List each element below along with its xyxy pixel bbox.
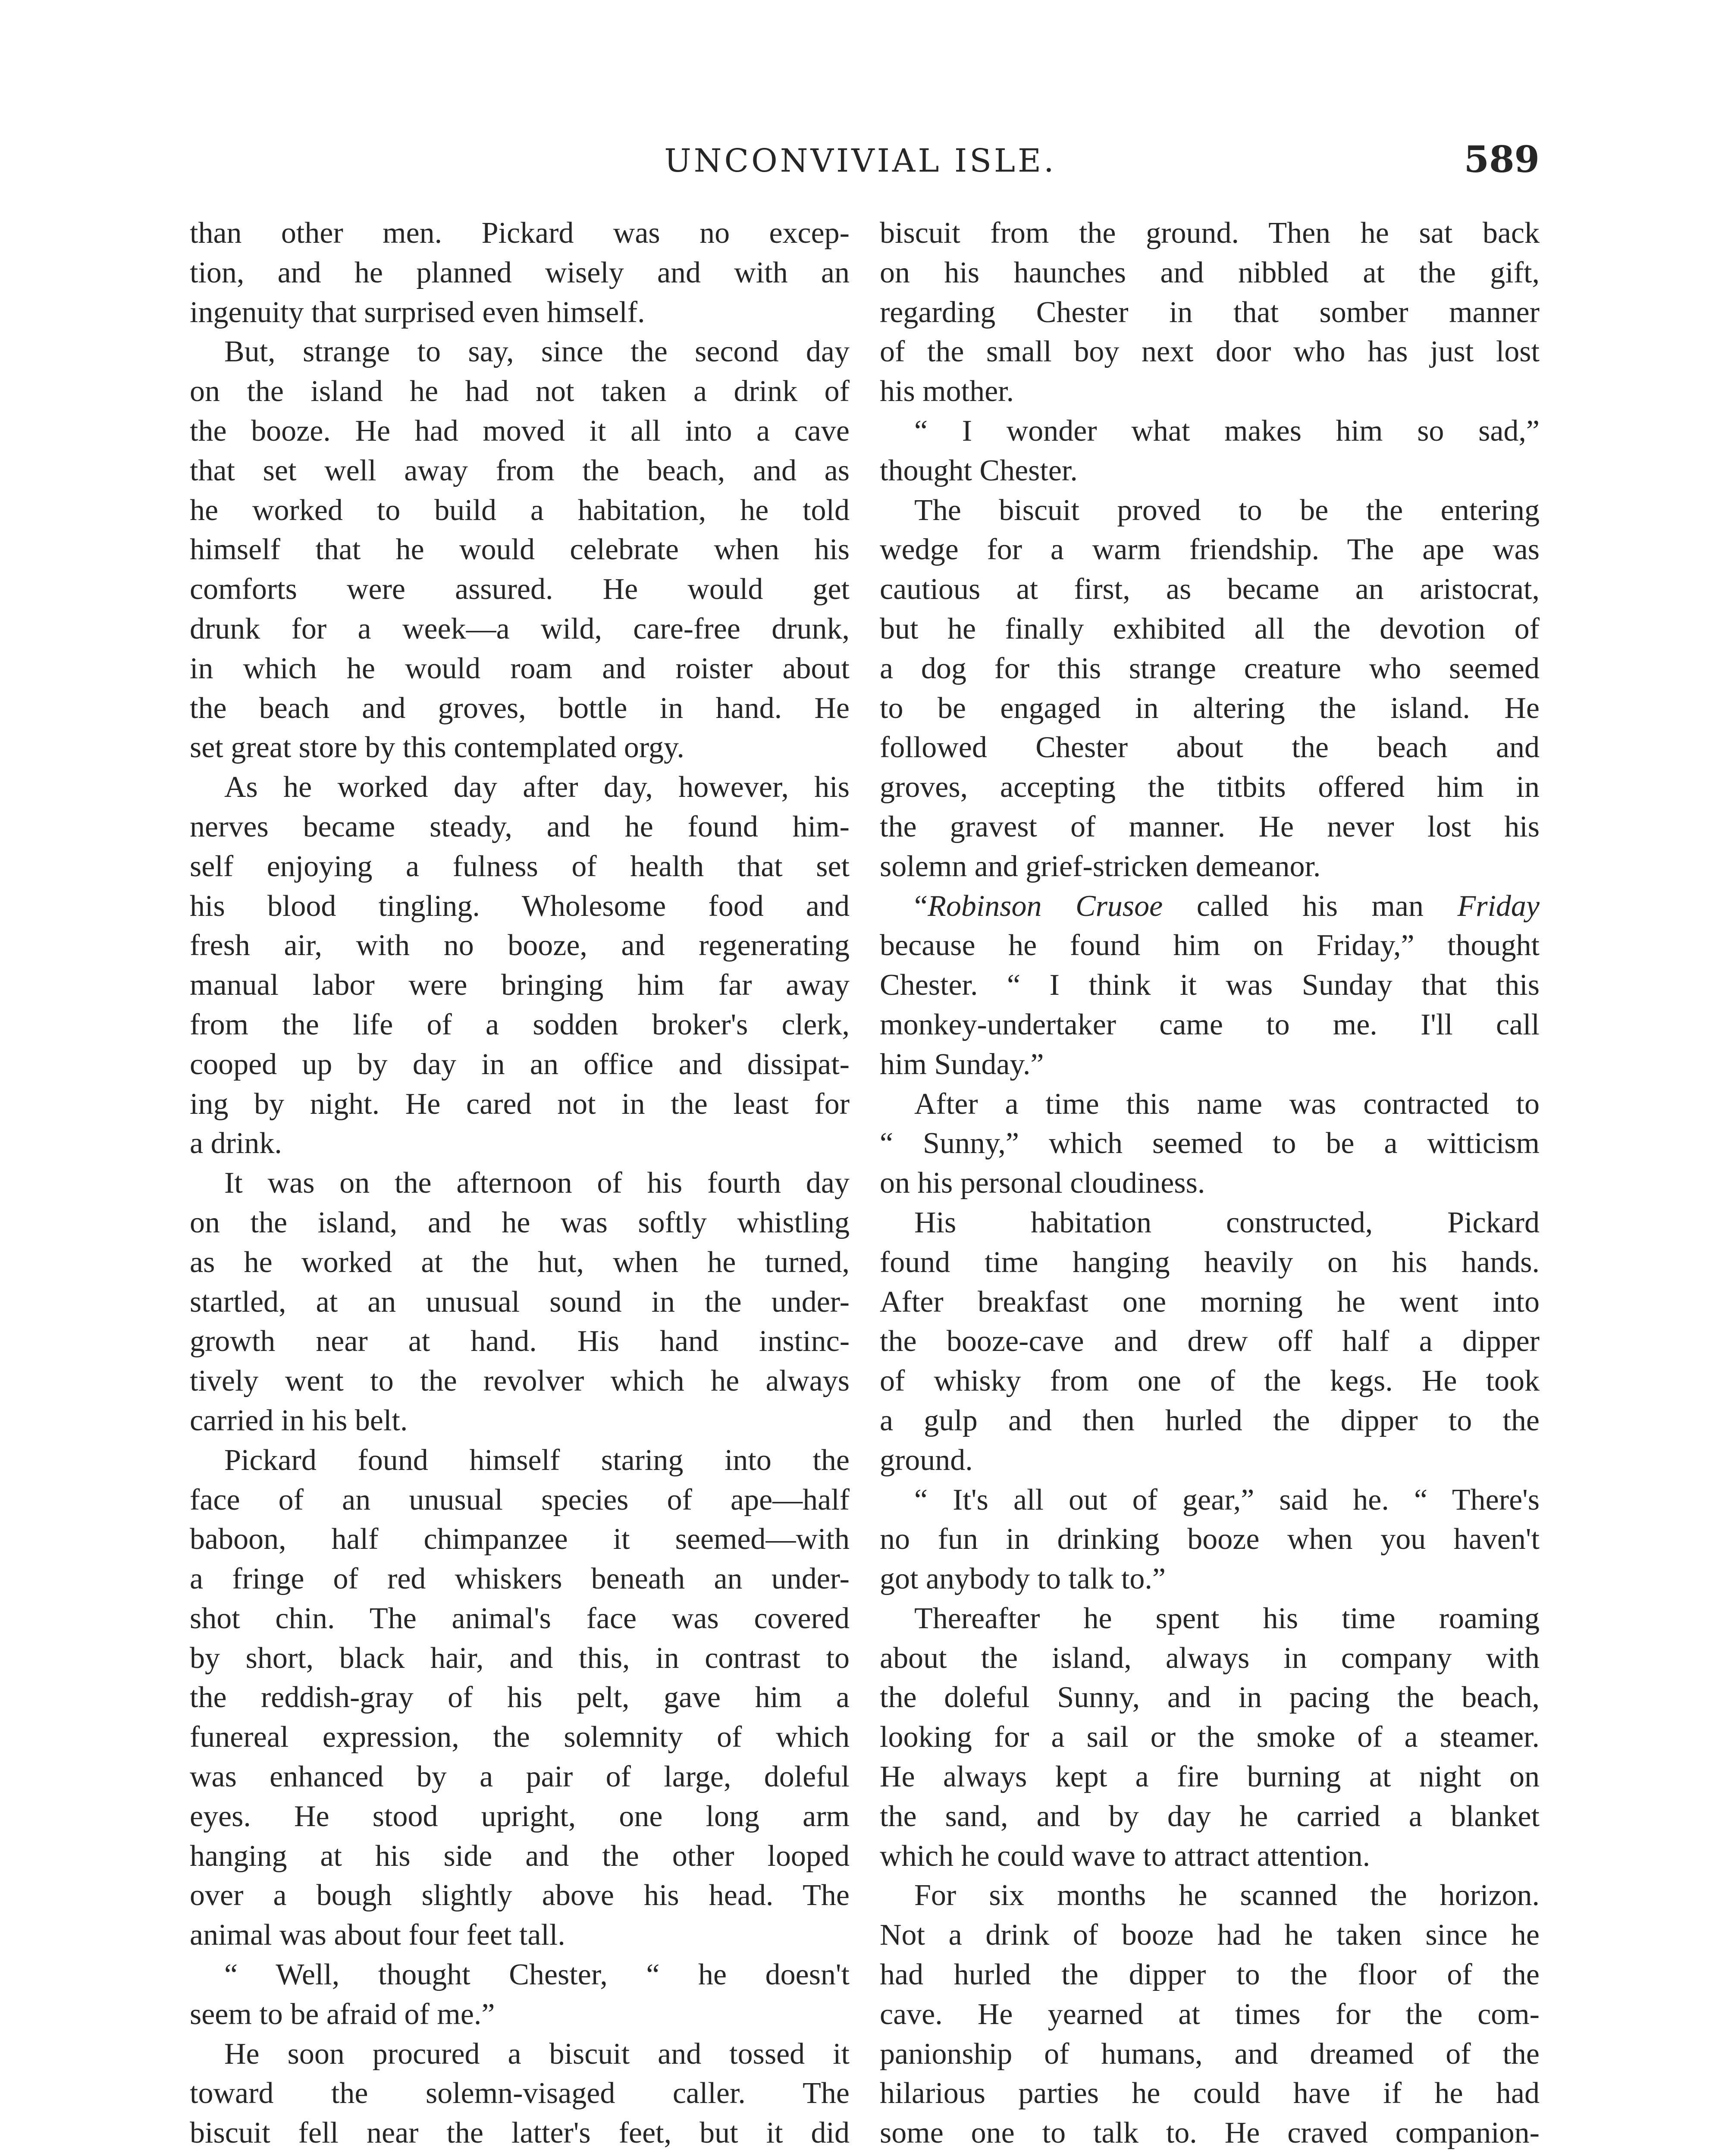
- text-line: seem to be afraid of me.”: [190, 1997, 495, 2031]
- text-line: got anybody to talk to.”: [880, 1562, 1166, 1596]
- text-line: some one to talk to. He craved companion-: [880, 2116, 1540, 2150]
- text-line: followed Chester about the beach and: [880, 731, 1540, 765]
- text-line: had hurled the dipper to the floor of the: [880, 1958, 1540, 1992]
- text-line: was enhanced by a pair of large, doleful: [190, 1760, 850, 1794]
- left-column: [190, 213, 850, 2156]
- text-line: biscuit fell near the latter's feet, but it did: [190, 2116, 850, 2150]
- text-line: looking for a sail or the smoke of a steamer.: [880, 1720, 1540, 1754]
- text-line: in which he would roam and roister about: [190, 652, 850, 685]
- text-line: the sand, and by day he carried a blanket: [880, 1799, 1540, 1833]
- text-line: comforts were assured. He would get: [190, 573, 850, 606]
- right-column: [880, 213, 1540, 2156]
- text-line: on the island he had not taken a drink of: [190, 375, 850, 408]
- running-head: [181, 138, 1540, 190]
- text-line: a drink.: [190, 1127, 282, 1160]
- text-line: solemn and grief-stricken demeanor.: [880, 849, 1321, 883]
- text-line: on his personal cloudiness.: [880, 1166, 1205, 1200]
- text-line: monkey-undertaker came to me. I'll call: [880, 1008, 1540, 1041]
- text-line: on the island, and he was softly whistling: [190, 1206, 850, 1239]
- text-line: “ Well, thought Chester, “ he doesn't: [224, 1958, 850, 1992]
- text-line: regarding Chester in that somber manner: [880, 295, 1540, 329]
- text-line: toward the solemn-visaged caller. The: [190, 2077, 850, 2110]
- page-number: 589: [1464, 138, 1540, 181]
- text-line: of whisky from one of the kegs. He took: [880, 1364, 1540, 1398]
- text-line: him Sunday.”: [880, 1047, 1044, 1081]
- text-line: drunk for a week—a wild, care-free drunk,: [190, 612, 850, 646]
- text-line: face of an unusual species of ape—half: [190, 1483, 850, 1517]
- text-line: As he worked day after day, however, his: [224, 771, 850, 804]
- text-line: on his haunches and nibbled at the gift,: [880, 256, 1540, 289]
- text-line: by short, black hair, and this, in contrast to: [190, 1641, 850, 1675]
- text-line: no fun in drinking booze when you haven't: [880, 1523, 1540, 1556]
- text-line: as he worked at the hut, when he turned,: [190, 1245, 850, 1279]
- text-line: He soon procured a biscuit and tossed it: [224, 2037, 850, 2071]
- text-line: cooped up by day in an office and dissipat-: [190, 1047, 850, 1081]
- text-line: hanging at his side and the other looped: [190, 1839, 850, 1873]
- text-line: ground.: [880, 1443, 973, 1477]
- text-line: baboon, half chimpanzee it seemed—with: [190, 1523, 850, 1556]
- text-line: ing by night. He cared not in the least for: [190, 1087, 850, 1121]
- running-title: UNCONVIVIAL ISLE.: [664, 142, 1057, 179]
- text-line: Thereafter he spent his time roaming: [914, 1601, 1540, 1635]
- text-line: [880, 2153, 1540, 2156]
- text-line: “ It's all out of gear,” said he. “ There's: [914, 1483, 1540, 1517]
- text-line: set great store by this contemplated orgy.: [190, 731, 684, 765]
- text-line: the reddish-gray of his pelt, gave him a: [190, 1681, 850, 1714]
- text-line: found time hanging heavily on his hands.: [880, 1245, 1540, 1279]
- text-line: wedge for a warm friendship. The ape was: [880, 533, 1540, 567]
- text-line: the beach and groves, bottle in hand. He: [190, 691, 850, 725]
- text-line: tively went to the revolver which he always: [190, 1364, 850, 1398]
- text-line: over a bough slightly above his head. The: [190, 1879, 850, 1912]
- text-line: the gravest of manner. He never lost his: [880, 810, 1540, 843]
- text-line: a fringe of red whiskers beneath an under-: [190, 1562, 850, 1596]
- text-line: biscuit from the ground. Then he sat back: [880, 216, 1540, 250]
- text-line: the booze-cave and drew off half a dipper: [880, 1325, 1540, 1358]
- text-line: Pickard found himself staring into the: [224, 1443, 850, 1477]
- text-line: groves, accepting the titbits offered him in: [880, 771, 1540, 804]
- text-line: thought Chester.: [880, 454, 1078, 487]
- text-line: For six months he scanned the horizon.: [914, 1879, 1540, 1912]
- text-line: cautious at first, as became an aristocrat,: [880, 573, 1540, 606]
- text-line: his mother.: [880, 375, 1014, 408]
- text-line: nerves became steady, and he found him-: [190, 810, 850, 843]
- text-line: Chester. “ I think it was Sunday that this: [880, 968, 1540, 1002]
- text-line: the booze. He had moved it all into a cave: [190, 414, 850, 448]
- text-line: He always kept a fire burning at night on: [880, 1760, 1540, 1794]
- text-line: his blood tingling. Wholesome food and: [190, 889, 850, 923]
- text-line: self enjoying a fulness of health that set: [190, 849, 850, 883]
- text-line: because he found him on Friday,” thought: [880, 929, 1540, 962]
- text-line: which he could wave to attract attention.: [880, 1839, 1371, 1873]
- text-line: but he finally exhibited all the devotion of: [880, 612, 1540, 646]
- text-line: The biscuit proved to be the entering: [914, 493, 1540, 527]
- text-line: a dog for this strange creature who seemed: [880, 652, 1540, 685]
- text-line: “ I wonder what makes him so sad,”: [914, 414, 1540, 448]
- text-line: “ Sunny,” which seemed to be a witticism: [880, 1127, 1540, 1160]
- text-line: cave. He yearned at times for the com-: [880, 1997, 1540, 2031]
- text-line: to be engaged in altering the island. He: [880, 691, 1540, 725]
- text-line: carried in his belt.: [190, 1404, 408, 1437]
- text-line: of the small boy next door who has just lost: [880, 335, 1540, 369]
- text-line: eyes. He stood upright, one long arm: [190, 1799, 850, 1833]
- text-line: animal was about four feet tall.: [190, 1918, 565, 1952]
- text-line: the doleful Sunny, and in pacing the beach,: [880, 1681, 1540, 1714]
- text-line: Not a drink of booze had he taken since he: [880, 1918, 1540, 1952]
- text-line: fresh air, with no booze, and regenerating: [190, 929, 850, 962]
- text-line: about the island, always in company with: [880, 1641, 1540, 1675]
- text-line: tion, and he planned wisely and with an: [190, 256, 850, 289]
- text-line: himself that he would celebrate when his: [190, 533, 850, 567]
- text-line: But, strange to say, since the second day: [224, 335, 850, 369]
- text-line: panionship of humans, and dreamed of the: [880, 2037, 1540, 2071]
- text-line: After breakfast one morning he went into: [880, 1285, 1540, 1319]
- text-line: he worked to build a habitation, he told: [190, 493, 850, 527]
- text-line: funereal expression, the solemnity of which: [190, 1720, 850, 1754]
- text-line: that set well away from the beach, and as: [190, 454, 850, 487]
- text-line: than other men. Pickard was no excep-: [190, 216, 850, 250]
- text-line: startled, at an unusual sound in the under-: [190, 1285, 850, 1319]
- text-line: growth near at hand. His hand instinc-: [190, 1325, 850, 1358]
- text-line: His habitation constructed, Pickard: [914, 1206, 1540, 1239]
- text-line: It was on the afternoon of his fourth day: [224, 1166, 850, 1200]
- text-line: shot chin. The animal's face was covered: [190, 1601, 850, 1635]
- text-line: from the life of a sodden broker's clerk,: [190, 1008, 850, 1041]
- text-line: After a time this name was contracted to: [914, 1087, 1540, 1121]
- text-line: [190, 2153, 850, 2156]
- text-line: ingenuity that surprised even himself.: [190, 295, 645, 329]
- text-line: “Robinson Crusoe called his man Friday: [914, 889, 1540, 923]
- text-line: hilarious parties he could have if he had: [880, 2077, 1540, 2110]
- text-line: a gulp and then hurled the dipper to the: [880, 1404, 1540, 1437]
- text-line: manual labor were bringing him far away: [190, 968, 850, 1002]
